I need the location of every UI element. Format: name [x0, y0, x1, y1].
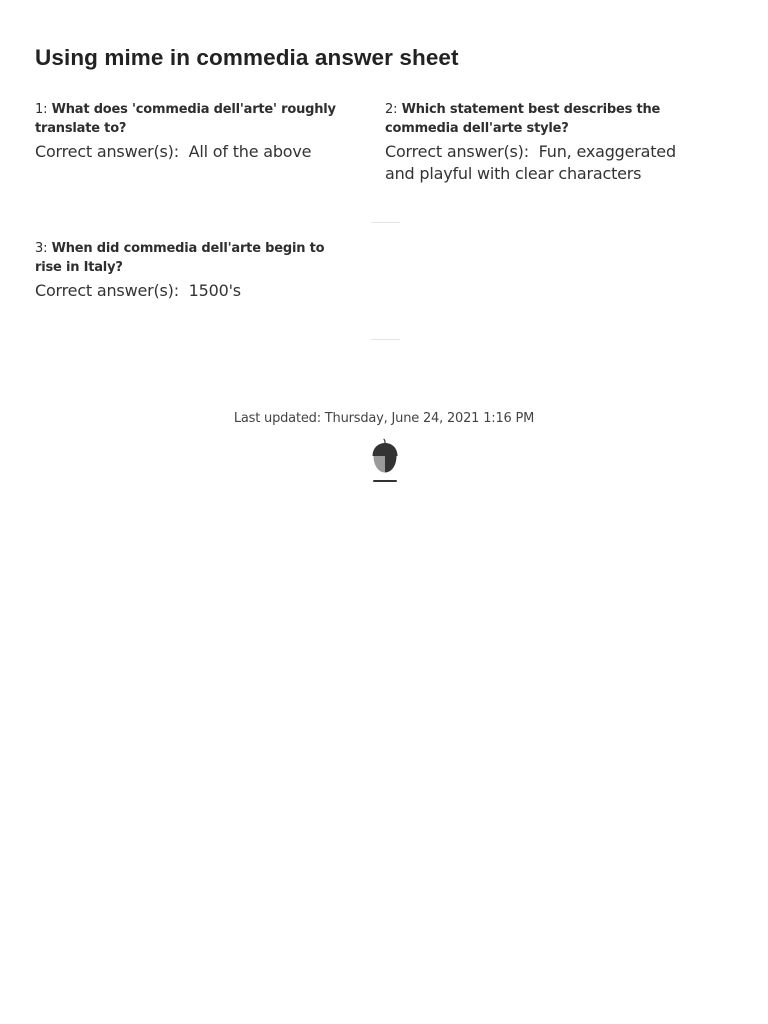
page-title: Using mime in commedia answer sheet	[35, 45, 459, 70]
acorn-icon	[369, 437, 401, 485]
question-answer	[35, 280, 355, 302]
question-3	[35, 239, 355, 302]
answer-label: Correct answer(s):	[35, 142, 189, 161]
answer-text: All of the above	[188, 142, 312, 161]
question-number: 3:	[35, 241, 48, 256]
question-answer	[385, 141, 705, 185]
section-divider	[371, 339, 400, 340]
question-number: 1:	[35, 102, 48, 117]
section-divider	[371, 222, 400, 223]
answer-label: Correct answer(s):	[35, 281, 189, 300]
question-1	[35, 100, 355, 163]
question-prompt	[35, 239, 355, 277]
question-number: 2:	[385, 102, 398, 117]
answer-text: Fun, exaggerated and playful with clear characters	[385, 142, 676, 183]
question-2	[385, 100, 705, 185]
last-updated-text: Last updated: Thursday, June 24, 2021 1:16 PM	[233, 411, 535, 426]
question-answer	[35, 141, 355, 163]
question-prompt	[35, 100, 355, 138]
question-text: What does 'commedia dell'arte' roughly translate to?	[35, 102, 336, 136]
answer-label: Correct answer(s):	[385, 142, 539, 161]
answer-text: 1500's	[188, 281, 241, 300]
question-text: When did commedia dell'arte begin to rise in Italy?	[35, 241, 325, 275]
question-prompt	[385, 100, 705, 138]
question-text: Which statement best describes the commedia dell'arte style?	[385, 102, 661, 136]
